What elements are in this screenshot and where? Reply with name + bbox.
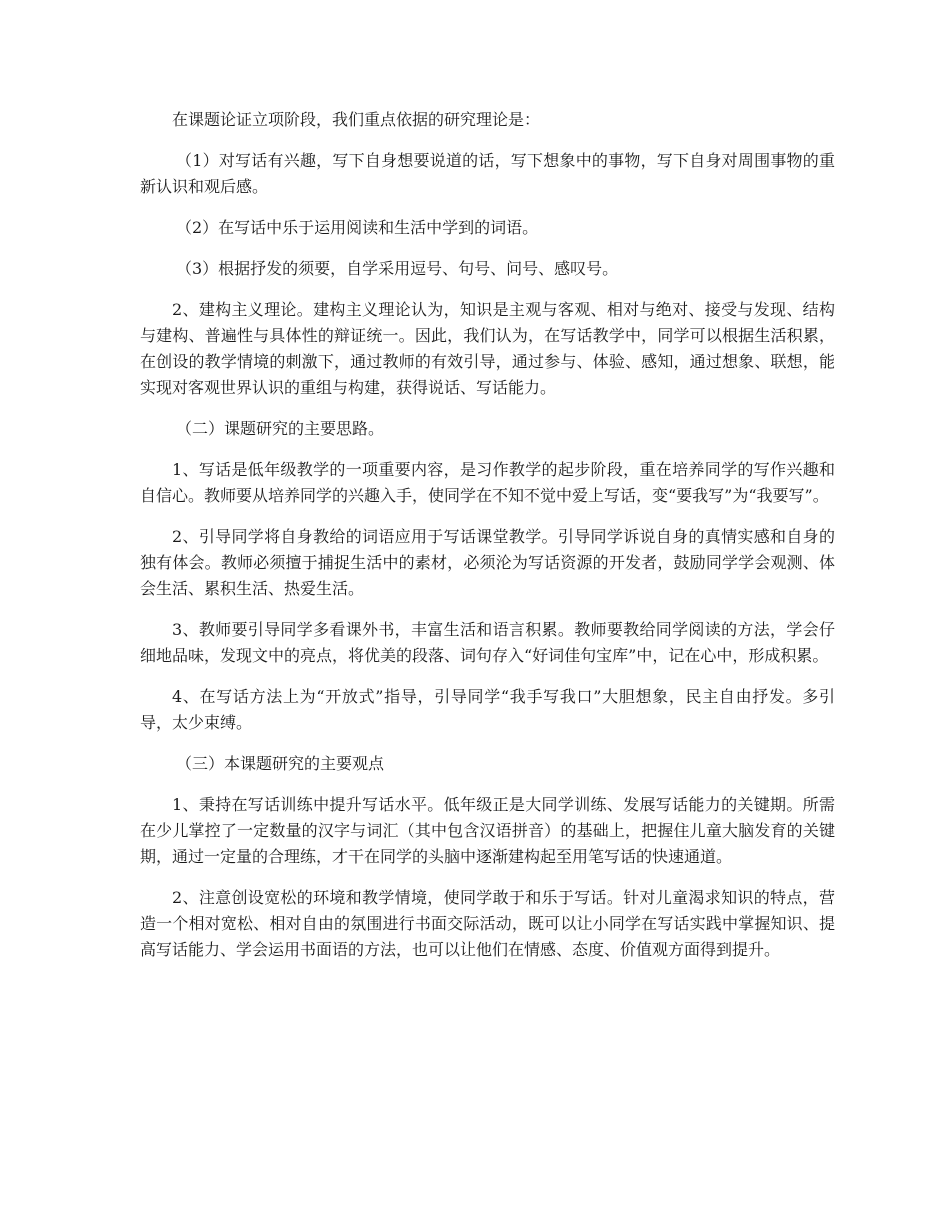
paragraph-idea-2: 2、引导同学将自身教给的词语应用于写话课堂教学。引导同学诉说自身的真情实感和自身的独有体会。教师必须擅于捕捉生活中的素材，必须沦为写话资源的开发者，鼓励同学学会观测、体会生活、累积生活、热爱生活。 (140, 527, 835, 598)
paragraph-idea-1: 1、写话是低年级教学的一项重要内容，是习作教学的起步阶段，重在培养同学的写作兴趣和自信心。教师要从培养同学的兴趣入手，使同学在不知不觉中爱上写话，变“要我写”为“我要写”。 (140, 460, 835, 505)
paragraph-idea-4: 4、在写话方法上为“开放式”指导，引导同学“我手写我口”大胆想象，民主自由抒发。多引导，太少束缚。 (140, 687, 835, 732)
section-heading-2: （二）课题研究的主要思路。 (176, 419, 385, 438)
paragraph-constructivism: 2、建构主义理论。建构主义理论认为，知识是主观与客观、相对与绝对、接受与发现、结构与建构、普遍性与具体性的辩证统一。因此，我们认为，在写话教学中，同学可以根据生活积累，在创设的教学情境的刺激下，通过教师的有效引导，通过参与、体验、感知，通过想象、联想，能实现对客观世界认识的重组与构建，获得说话、写话能力。 (140, 300, 835, 397)
paragraph-intro: 在课题论证立项阶段，我们重点依据的研究理论是： (172, 110, 541, 129)
paragraph-item-3: （3）根据抒发的须要，自学采用逗号、句号、问号、感叹号。 (176, 259, 619, 278)
paragraph-idea-3: 3、教师要引导同学多看课外书，丰富生活和语言积累。教师要教给同学阅读的方法，学会仔细地品味，发现文中的亮点，将优美的段落、词句存入“好词佳句宝库”中，记在心中，形成积累。 (140, 620, 835, 665)
document-body (140, 107, 835, 978)
paragraph-view-1: 1、秉持在写话训练中提升写话水平。低年级正是大同学训练、发展写话能力的关键期。所需在少儿掌控了一定数量的汉字与词汇（其中包含汉语拼音）的基础上，把握住儿童大脑发育的关键期，通过一定量的合理练，才干在同学的头脑中逐渐建构起至用笔写话的快速通道。 (140, 795, 835, 866)
section-heading-3: （三）本课题研究的主要观点 (176, 754, 385, 773)
paragraph-item-1: （1）对写话有兴趣，写下自身想要说道的话，写下想象中的事物，写下自身对周围事物的重新认识和观后感。 (140, 151, 835, 196)
paragraph-view-2: 2、注意创设宽松的环境和教学情境，使同学敢于和乐于写话。针对儿童渴求知识的特点，营造一个相对宽松、相对自由的氛围进行书面交际活动，既可以让小同学在写话实践中掌握知识、提高写话能力、学会运用书面语的方法，也可以让他们在情感、态度、价值观方面得到提升。 (140, 888, 835, 959)
paragraph-item-2: （2）在写话中乐于运用阅读和生活中学到的词语。 (176, 218, 539, 237)
